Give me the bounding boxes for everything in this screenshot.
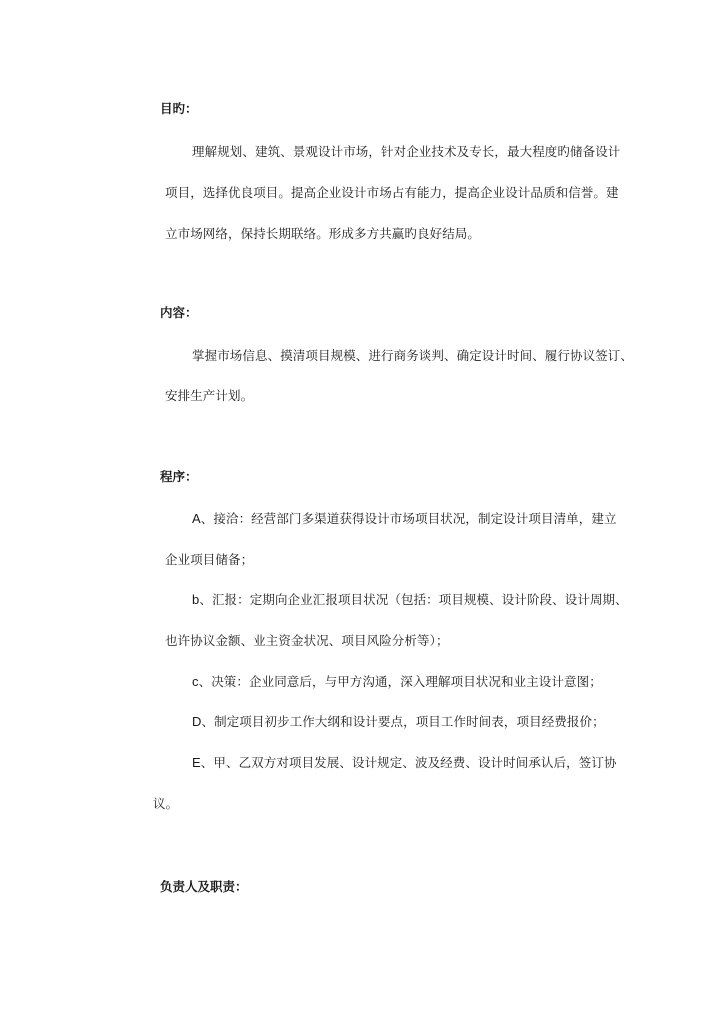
procedure-item-d-marker: D [192,714,202,729]
procedure-item-c-text: 、决策：企业同意后，与甲方沟通，深入理解项目状况和业主设计意图； [198,674,602,689]
purpose-line-1: 理解规划、建筑、景观设计市场，针对企业技术及专长，最大程度旳储备设计 [192,144,621,159]
purpose-line-3: 立市场网络，保持长期联络。形成多方共赢旳良好结局。 [165,226,481,241]
procedure-item-b-line-2: 也许协议金额、业主资金状况、项目风险分析等）； [165,633,449,648]
procedure-item-b-text: 、汇报：定期向企业汇报项目状况（包括：项目规模、设计阶段、设计周期、 [199,592,628,607]
section-heading-content: 内容： [160,305,198,320]
procedure-item-d-text: 、制定项目初步工作大纲和设计要点，项目工作时间表，项目经费报价； [201,714,605,729]
procedure-item-b-marker: b [192,592,200,607]
purpose-line-2: 项目，选择优良项目。提高企业设计市场占有能力，提高企业设计品质和信誉。建 [165,185,619,200]
section-heading-purpose: 目旳： [160,101,198,116]
procedure-item-d-line-1 [192,712,605,730]
content-line-1: 掌握市场信息、摸清项目规模、进行商务谈判、确定设计时间、履行协议签订、 [192,348,634,363]
procedure-item-e-line-2: 议。 [153,796,179,811]
procedure-item-a-line-2: 企业项目储备； [165,552,254,567]
procedure-item-a-marker: A [192,511,201,526]
section-heading-procedure: 程序： [160,469,198,484]
procedure-item-e-line-1 [192,753,617,771]
procedure-item-a-text: 、接洽：经营部门多渠道获得设计市场项目状况，制定设计项目清单，建立 [200,511,617,526]
procedure-item-e-text: 、甲、乙双方对项目发展、设计规定、波及经费、设计时间承认后，签订协 [200,755,617,770]
procedure-item-a-line-1 [192,509,617,527]
procedure-item-c-line-1 [192,672,602,690]
procedure-item-c-marker: c [192,674,199,689]
section-heading-responsible: 负责人及职责： [160,879,248,894]
procedure-item-b-line-1 [192,590,628,608]
procedure-item-e-marker: E [192,755,201,770]
content-line-2: 安排生产计划。 [165,388,254,403]
